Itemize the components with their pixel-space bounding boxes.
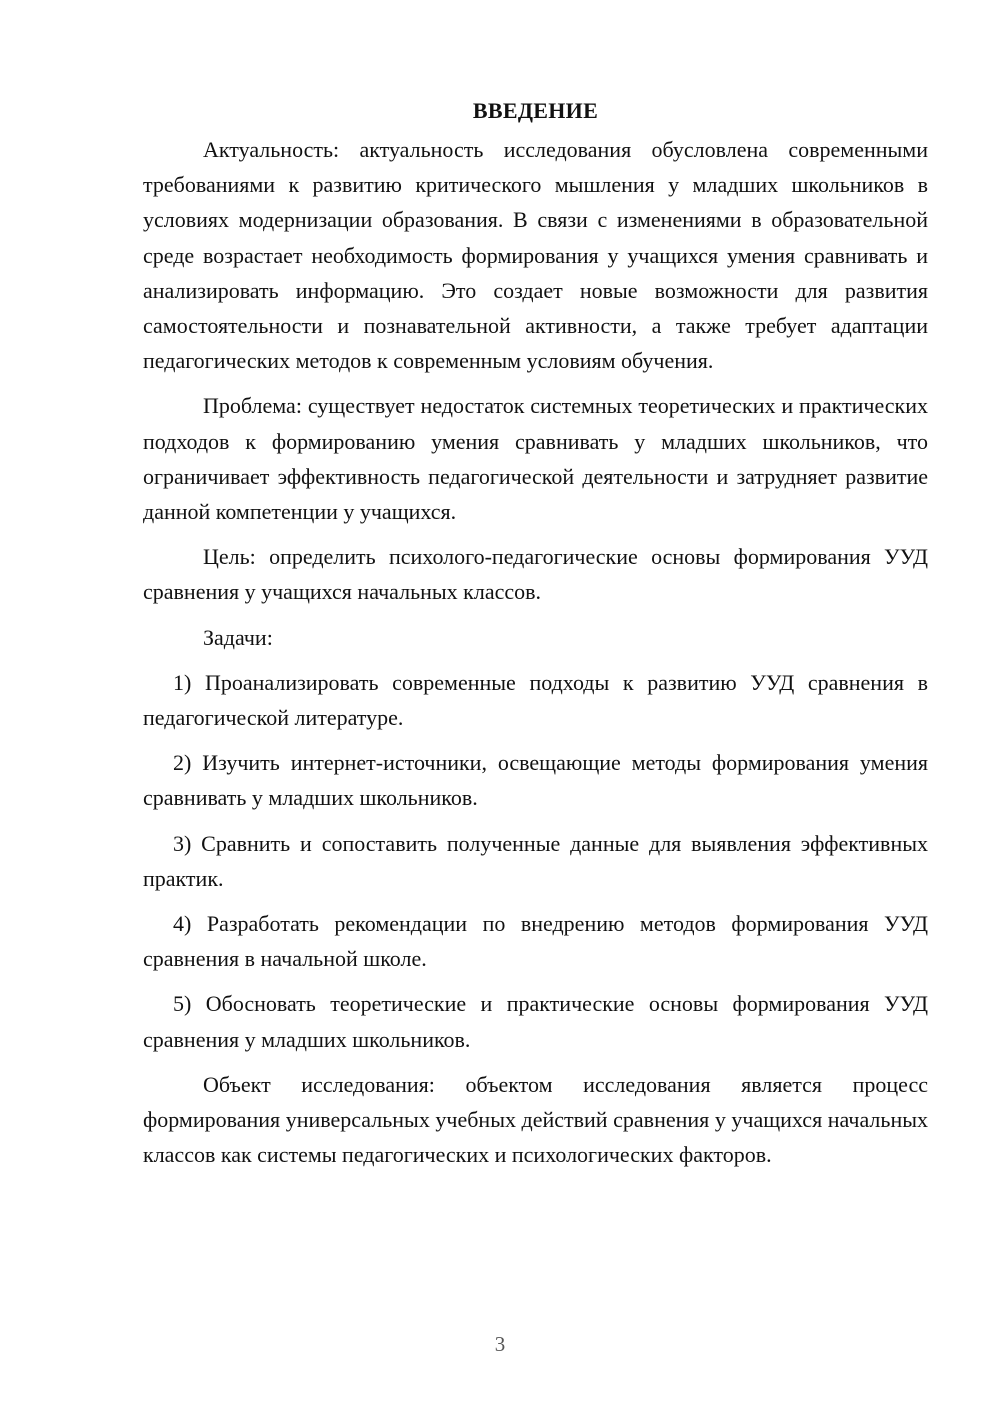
- problem-paragraph: Проблема: существует недостаток системных теоретических и практических подходов к формированию умения сравнивать у младших школьников, что ограничивает эффективность педагогической деятельности и затрудняет развитие данной компетенции у учащихся.: [143, 393, 928, 525]
- page-number: 3: [494, 1332, 506, 1356]
- tasks-heading: Задачи:: [203, 624, 273, 650]
- tasks-list: [143, 665, 928, 1057]
- task-item: 5) Обосновать теоретические и практические основы формирования УУД сравнения у младших школьников.: [143, 991, 928, 1052]
- relevance-paragraph: Актуальность: актуальность исследования обусловлена современными требованиями к развитию критического мышления у младших школьников в условиях модернизации образования. В связи с изменениями в образовательной среде возрастает необходимость формирования у учащихся умения сравнивать и анализировать информацию. Это создает новые возможности для развития самостоятельности и познавательной активности, а также требует адаптации педагогических методов к современным условиям обучения.: [143, 137, 928, 374]
- task-item: 1) Проанализировать современные подходы к развитию УУД сравнения в педагогической литературе.: [143, 669, 928, 731]
- task-item: 3) Сравнить и сопоставить полученные данные для выявления эффективных практик.: [143, 830, 928, 891]
- task-item: 4) Разработать рекомендации по внедрению методов формирования УУД сравнения в начальной школе.: [143, 911, 928, 972]
- page-title: ВВЕДЕНИЕ: [472, 98, 599, 123]
- page-content: [143, 96, 928, 1182]
- task-item: 2) Изучить интернет-источники, освещающие методы формирования умения сравнивать у младших школьников.: [143, 750, 928, 811]
- goal-paragraph: Цель: определить психолого-педагогические основы формирования УУД сравнения у учащихся начальных классов.: [143, 544, 928, 605]
- object-paragraph: Объект исследования: объектом исследования является процесс формирования универсальных учебных действий сравнения у учащихся начальных классов как системы педагогических и психологических факторов.: [143, 1071, 928, 1168]
